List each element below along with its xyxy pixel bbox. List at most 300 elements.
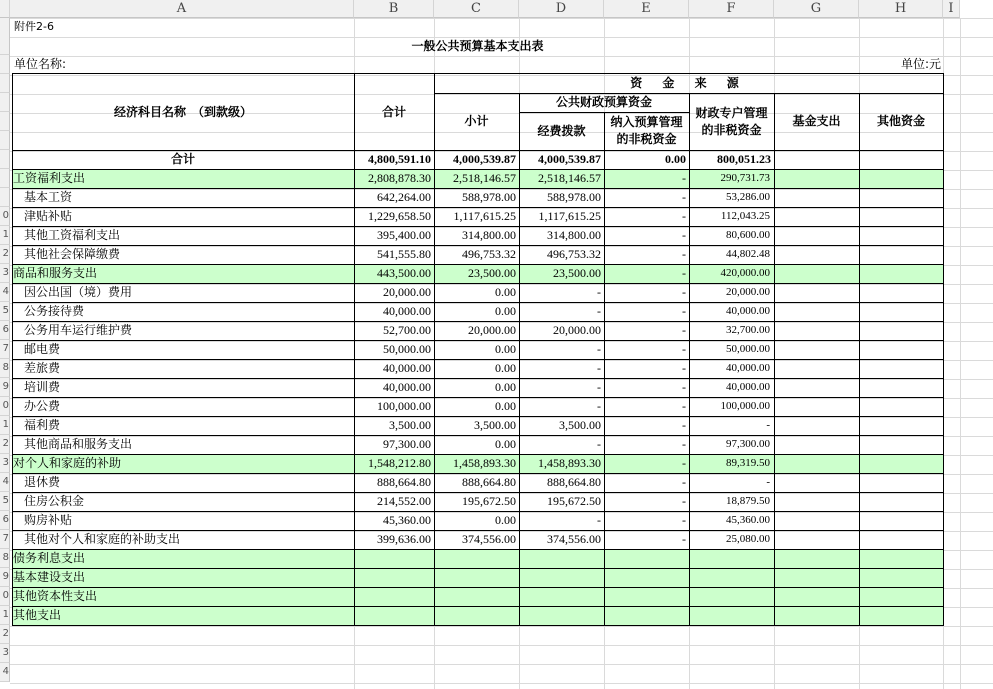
row-header[interactable] <box>0 74 10 93</box>
category-row-name[interactable]: 基本建设支出 <box>13 570 86 584</box>
cell-fund-expenditure[interactable] <box>774 397 859 416</box>
cell-appropriation[interactable]: - <box>597 399 601 413</box>
cell-subtotal[interactable]: 314,800.00 <box>462 228 516 242</box>
table-border <box>12 226 944 227</box>
table-border <box>434 73 435 626</box>
cell-subtotal[interactable]: 0.00 <box>495 437 516 451</box>
cell-subtotal[interactable] <box>434 568 519 587</box>
gridline-horizontal <box>10 683 993 684</box>
cell-subtotal[interactable] <box>434 587 519 606</box>
category-row-name[interactable]: 对个人和家庭的补助 <box>13 456 122 470</box>
cell-total[interactable]: 399,636.00 <box>377 532 431 546</box>
table-border <box>12 169 944 170</box>
cell-special-nontax[interactable]: 89,319.50 <box>726 457 770 469</box>
item-row-name[interactable]: 其他工资福利支出 <box>24 228 121 242</box>
category-row-name[interactable]: 其他资本性支出 <box>13 589 98 603</box>
cell-budget-nontax[interactable]: - <box>682 323 686 337</box>
cell-special-nontax[interactable]: - <box>766 476 770 488</box>
row-header[interactable] <box>0 188 10 207</box>
cell-subtotal[interactable] <box>434 549 519 568</box>
cell-budget-nontax[interactable]: - <box>682 399 686 413</box>
total-row-total[interactable]: 4,800,591.10 <box>368 152 431 166</box>
column-header-b[interactable]: B <box>354 0 434 18</box>
row-header[interactable]: 0 <box>0 587 10 606</box>
category-row-name[interactable]: 债务利息支出 <box>13 551 86 565</box>
header-appropriation[interactable]: 经费拨款 <box>537 124 586 138</box>
row-header[interactable]: 6 <box>0 511 10 530</box>
cell-total[interactable]: 3,500.00 <box>389 418 431 432</box>
unit-label[interactable]: 单位:元 <box>900 57 941 71</box>
cell-other-funds[interactable] <box>859 169 943 188</box>
row-header[interactable]: 1 <box>0 416 10 435</box>
cell-subtotal[interactable]: 0.00 <box>495 513 516 527</box>
cell-subtotal[interactable]: 1,117,615.25 <box>453 209 516 223</box>
item-row-name[interactable]: 公务接待费 <box>24 304 85 318</box>
category-row-name[interactable]: 商品和服务支出 <box>13 266 98 280</box>
cell-budget-nontax[interactable]: - <box>682 266 686 280</box>
row-header[interactable]: 6 <box>0 321 10 340</box>
cell-other-funds[interactable] <box>859 416 943 435</box>
cell-special-nontax[interactable]: 100,000.00 <box>720 400 770 412</box>
table-border <box>943 73 944 626</box>
category-row-name[interactable]: 其他支出 <box>13 608 62 622</box>
table-border <box>12 511 944 512</box>
cell-appropriation[interactable] <box>519 568 604 587</box>
header-econ-name[interactable]: 经济科目名称 （到款级） <box>113 105 252 119</box>
cell-budget-nontax[interactable] <box>604 568 689 587</box>
row-header[interactable]: 0 <box>0 397 10 416</box>
header-other-funds[interactable]: 其他资金 <box>876 114 925 128</box>
item-row-name[interactable]: 购房补贴 <box>24 513 73 527</box>
cell-other-funds[interactable] <box>859 606 943 625</box>
cell-fund-expenditure[interactable] <box>774 378 859 397</box>
table-border <box>12 587 944 588</box>
cell-other-funds[interactable] <box>859 302 943 321</box>
cell-fund-expenditure[interactable] <box>774 283 859 302</box>
table-border <box>12 416 944 417</box>
table-title[interactable]: 一般公共预算基本支出表 <box>411 39 544 53</box>
cell-total[interactable]: 214,552.00 <box>377 494 431 508</box>
row-header[interactable]: 4 <box>0 283 10 302</box>
item-row-name[interactable]: 培训费 <box>24 380 61 394</box>
cell-appropriation[interactable]: 2,518,146.57 <box>538 171 601 185</box>
table-border <box>12 207 944 208</box>
table-border <box>12 245 944 246</box>
cell-special-nontax[interactable]: - <box>766 419 770 431</box>
total-row-subtotal[interactable]: 4,000,539.87 <box>453 152 516 166</box>
cell-appropriation[interactable]: 23,500.00 <box>553 266 601 280</box>
table-border <box>12 302 944 303</box>
cell-total[interactable]: 40,000.00 <box>383 380 431 394</box>
item-row-name[interactable]: 津贴补贴 <box>24 209 73 223</box>
cell-other-funds[interactable] <box>859 454 943 473</box>
cell-special-nontax[interactable]: 32,700.00 <box>726 324 770 336</box>
cell-subtotal[interactable]: 0.00 <box>495 285 516 299</box>
cell-other-funds[interactable] <box>859 530 943 549</box>
cell-fund-expenditure[interactable] <box>774 264 859 283</box>
attachment-label[interactable]: 附件2-6 <box>14 20 54 33</box>
row-header[interactable] <box>0 55 10 74</box>
cell-subtotal[interactable]: 0.00 <box>495 380 516 394</box>
header-fund-expenditure[interactable]: 基金支出 <box>792 114 841 128</box>
row-header[interactable]: 2 <box>0 625 10 644</box>
header-budget-nontax-line2: 的非税资金 <box>616 132 677 146</box>
column-header-f[interactable]: F <box>689 0 774 18</box>
cell-total[interactable]: 20,000.00 <box>383 285 431 299</box>
cell-fund-expenditure[interactable] <box>774 340 859 359</box>
cell-fund-expenditure[interactable] <box>774 587 859 606</box>
table-border <box>12 359 944 360</box>
cell-special-nontax[interactable]: 40,000.00 <box>726 362 770 374</box>
header-fund-source[interactable]: 资 金 来 源 <box>630 76 747 90</box>
cell-fund-expenditure[interactable] <box>774 245 859 264</box>
cell-total[interactable]: 97,300.00 <box>383 437 431 451</box>
cell-subtotal[interactable]: 0.00 <box>495 399 516 413</box>
table-border <box>12 264 944 265</box>
cell-total[interactable]: 45,360.00 <box>383 513 431 527</box>
cell-subtotal[interactable]: 20,000.00 <box>468 323 516 337</box>
cell-other-funds[interactable] <box>859 435 943 454</box>
cell-special-nontax[interactable]: 40,000.00 <box>726 305 770 317</box>
column-header-h[interactable]: H <box>859 0 943 18</box>
cell-budget-nontax[interactable]: - <box>682 247 686 261</box>
gridline-horizontal <box>10 626 993 627</box>
cell-other-funds[interactable] <box>859 397 943 416</box>
cell-budget-nontax[interactable]: - <box>682 380 686 394</box>
cell-subtotal[interactable]: 2,518,146.57 <box>453 171 516 185</box>
row-header[interactable]: 5 <box>0 302 10 321</box>
cell-other-funds[interactable] <box>859 321 943 340</box>
cell-budget-nontax[interactable]: - <box>682 342 686 356</box>
row-header[interactable]: 3 <box>0 264 10 283</box>
header-public-budget-funds[interactable]: 公共财政预算资金 <box>555 95 652 109</box>
cell-appropriation[interactable]: - <box>597 342 601 356</box>
row-header[interactable] <box>0 93 10 112</box>
cell-fund-expenditure[interactable] <box>774 473 859 492</box>
cell-subtotal[interactable]: 23,500.00 <box>468 266 516 280</box>
cell-budget-nontax[interactable]: - <box>682 532 686 546</box>
cell-budget-nontax[interactable]: - <box>682 304 686 318</box>
cell-fund-expenditure[interactable] <box>774 321 859 340</box>
header-special-nontax[interactable] <box>689 105 774 141</box>
cell-special-nontax[interactable] <box>689 568 774 587</box>
cell-other-funds[interactable] <box>859 568 943 587</box>
table-border <box>604 112 605 626</box>
item-row-name[interactable]: 办公费 <box>24 399 61 413</box>
cell-special-nontax[interactable]: 97,300.00 <box>726 438 770 450</box>
total-row-name[interactable]: 合计 <box>170 152 195 166</box>
gridline-horizontal <box>10 664 993 665</box>
cell-special-nontax[interactable] <box>689 549 774 568</box>
cell-total[interactable] <box>354 606 434 625</box>
cell-fund-expenditure[interactable] <box>774 511 859 530</box>
table-border <box>12 435 944 436</box>
total-row-special-nontax[interactable]: 800,051.23 <box>717 152 771 166</box>
cell-other-funds[interactable] <box>859 283 943 302</box>
table-border <box>12 188 944 189</box>
column-header-c[interactable]: C <box>434 0 519 18</box>
table-border <box>12 454 944 455</box>
cell-fund-expenditure[interactable] <box>774 359 859 378</box>
header-budget-nontax-line1: 纳入预算管理 <box>610 115 683 129</box>
cell-appropriation[interactable] <box>519 606 604 625</box>
header-special-nontax-line2: 的非税资金 <box>701 123 762 137</box>
cell-total[interactable]: 541,555.80 <box>377 247 431 261</box>
row-header[interactable] <box>0 18 10 37</box>
item-row-name[interactable]: 其他商品和服务支出 <box>24 437 133 451</box>
table-border <box>12 625 944 626</box>
row-header[interactable] <box>0 169 10 188</box>
table-border <box>12 530 944 531</box>
cell-budget-nontax[interactable]: - <box>682 361 686 375</box>
cell-subtotal[interactable]: 374,556.00 <box>462 532 516 546</box>
cell-other-funds[interactable] <box>859 245 943 264</box>
cell-other-funds[interactable] <box>859 549 943 568</box>
item-row-name[interactable]: 福利费 <box>24 418 61 432</box>
cell-total[interactable]: 1,229,658.50 <box>368 209 431 223</box>
column-header-g[interactable]: G <box>774 0 859 18</box>
table-border <box>12 378 944 379</box>
header-special-nontax-line1: 财政专户管理 <box>695 106 768 120</box>
cell-special-nontax[interactable]: 25,080.00 <box>726 533 770 545</box>
row-header[interactable]: 7 <box>0 340 10 359</box>
cell-other-funds[interactable] <box>859 207 943 226</box>
table-border <box>12 473 944 474</box>
cell-appropriation[interactable]: 374,556.00 <box>547 532 601 546</box>
cell-fund-expenditure[interactable] <box>774 549 859 568</box>
table-border <box>12 397 944 398</box>
row-header[interactable]: 3 <box>0 454 10 473</box>
column-header-d[interactable]: D <box>519 0 604 18</box>
row-header[interactable] <box>0 112 10 131</box>
cell-budget-nontax[interactable] <box>604 606 689 625</box>
total-row-budget-nontax[interactable]: 0.00 <box>665 152 686 166</box>
gridline-horizontal <box>10 645 993 646</box>
cell-budget-nontax[interactable] <box>604 549 689 568</box>
cell-subtotal[interactable]: 0.00 <box>495 304 516 318</box>
item-row-name[interactable]: 差旅费 <box>24 361 61 375</box>
row-header[interactable]: 9 <box>0 378 10 397</box>
cell-special-nontax[interactable]: 112,043.25 <box>720 210 770 222</box>
table-border <box>12 321 944 322</box>
column-header-a[interactable]: A <box>10 0 354 18</box>
cell-budget-nontax[interactable]: - <box>682 285 686 299</box>
cell-fund-expenditure[interactable] <box>774 207 859 226</box>
cell-other-funds[interactable] <box>859 226 943 245</box>
cell-appropriation[interactable]: - <box>597 513 601 527</box>
cell-budget-nontax[interactable] <box>604 587 689 606</box>
table-border <box>519 93 520 626</box>
cell-subtotal[interactable]: 0.00 <box>495 342 516 356</box>
cell-special-nontax[interactable]: 45,360.00 <box>726 514 770 526</box>
cell-other-funds[interactable] <box>859 473 943 492</box>
cell-special-nontax[interactable] <box>689 606 774 625</box>
cell-total[interactable]: 100,000.00 <box>377 399 431 413</box>
cell-fund-expenditure[interactable] <box>774 530 859 549</box>
table-border <box>12 283 944 284</box>
cell-appropriation[interactable]: 1,458,893.30 <box>538 456 601 470</box>
cell-other-funds[interactable] <box>859 511 943 530</box>
cell-appropriation[interactable]: 496,753.32 <box>547 247 601 261</box>
cell-appropriation[interactable]: - <box>597 380 601 394</box>
cell-special-nontax[interactable]: 53,286.00 <box>726 191 770 203</box>
cell-budget-nontax[interactable]: - <box>682 475 686 489</box>
row-header[interactable]: 1 <box>0 226 10 245</box>
cell-appropriation[interactable]: - <box>597 285 601 299</box>
unit-name-label[interactable]: 单位名称: <box>14 57 67 71</box>
cell-subtotal[interactable]: 888,664.80 <box>462 475 516 489</box>
category-row-name[interactable]: 工资福利支出 <box>13 171 86 185</box>
cell-fund-expenditure[interactable] <box>774 606 859 625</box>
item-row-name[interactable]: 住房公积金 <box>24 494 85 508</box>
cell-fund-expenditure[interactable] <box>774 226 859 245</box>
cell-budget-nontax[interactable]: - <box>682 418 686 432</box>
row-header[interactable]: 4 <box>0 473 10 492</box>
gridline-horizontal <box>10 18 993 19</box>
cell-other-funds[interactable] <box>859 378 943 397</box>
cell-fund-expenditure[interactable] <box>774 568 859 587</box>
cell-other-funds[interactable] <box>859 188 943 207</box>
cell-subtotal[interactable] <box>434 606 519 625</box>
cell-subtotal[interactable]: 195,672.50 <box>462 494 516 508</box>
header-subtotal[interactable]: 小计 <box>464 114 489 128</box>
cell-appropriation[interactable]: - <box>597 304 601 318</box>
cell-budget-nontax[interactable]: - <box>682 494 686 508</box>
cell-appropriation[interactable]: 588,978.00 <box>547 190 601 204</box>
cell-budget-nontax[interactable]: - <box>682 456 686 470</box>
item-row-name[interactable]: 基本工资 <box>24 190 73 204</box>
cell-fund-expenditure[interactable] <box>774 416 859 435</box>
cell-budget-nontax[interactable]: - <box>682 513 686 527</box>
item-row-name[interactable]: 因公出国（境）费用 <box>24 285 133 299</box>
cell-appropriation[interactable]: 195,672.50 <box>547 494 601 508</box>
column-header-e[interactable]: E <box>604 0 689 18</box>
row-header[interactable] <box>0 150 10 169</box>
item-row-name[interactable]: 公务用车运行维护费 <box>24 323 133 337</box>
table-border <box>12 492 944 493</box>
row-header[interactable]: 0 <box>0 207 10 226</box>
table-border <box>354 73 355 626</box>
cell-subtotal[interactable]: 1,458,893.30 <box>453 456 516 470</box>
table-border <box>689 93 690 626</box>
table-border <box>12 73 944 74</box>
row-header[interactable]: 1 <box>0 606 10 625</box>
cell-total[interactable] <box>354 549 434 568</box>
row-header[interactable]: 2 <box>0 435 10 454</box>
cell-subtotal[interactable]: 0.00 <box>495 361 516 375</box>
cell-total[interactable]: 642,264.00 <box>377 190 431 204</box>
row-header[interactable]: 8 <box>0 549 10 568</box>
cell-appropriation[interactable]: - <box>597 361 601 375</box>
cell-total[interactable]: 395,400.00 <box>377 228 431 242</box>
cell-special-nontax[interactable]: 40,000.00 <box>726 381 770 393</box>
cell-fund-expenditure[interactable] <box>774 169 859 188</box>
table-border <box>859 93 860 626</box>
cell-special-nontax[interactable]: 44,802.48 <box>726 248 770 260</box>
cell-appropriation[interactable]: - <box>597 437 601 451</box>
cell-total[interactable]: 2,808,878.30 <box>368 171 431 185</box>
row-header[interactable]: 5 <box>0 492 10 511</box>
cell-special-nontax[interactable]: 20,000.00 <box>726 286 770 298</box>
cell-special-nontax[interactable]: 50,000.00 <box>726 343 770 355</box>
item-row-name[interactable]: 其他对个人和家庭的补助支出 <box>24 532 181 546</box>
cell-fund-expenditure[interactable] <box>774 454 859 473</box>
cell-other-funds[interactable] <box>859 359 943 378</box>
cell-special-nontax[interactable]: 80,600.00 <box>726 229 770 241</box>
cell-total[interactable] <box>354 568 434 587</box>
item-row-name[interactable]: 退休费 <box>24 475 61 489</box>
cell-budget-nontax[interactable]: - <box>682 209 686 223</box>
cell-appropriation[interactable]: 888,664.80 <box>547 475 601 489</box>
row-header[interactable] <box>0 36 10 55</box>
cell-subtotal[interactable]: 588,978.00 <box>462 190 516 204</box>
cell-budget-nontax[interactable]: - <box>682 228 686 242</box>
cell-total[interactable]: 1,548,212.80 <box>368 456 431 470</box>
header-total[interactable]: 合计 <box>381 105 406 119</box>
row-header[interactable]: 2 <box>0 245 10 264</box>
table-border <box>12 606 944 607</box>
cell-special-nontax[interactable]: 18,879.50 <box>726 495 770 507</box>
cell-fund-expenditure[interactable] <box>774 302 859 321</box>
item-row-name[interactable]: 邮电费 <box>24 342 61 356</box>
total-row-appropriation[interactable]: 4,000,539.87 <box>538 152 601 166</box>
cell-special-nontax[interactable]: 290,731.73 <box>720 172 770 184</box>
table-border <box>12 150 944 151</box>
cell-total[interactable]: 40,000.00 <box>383 361 431 375</box>
item-row-name[interactable]: 其他社会保障缴费 <box>24 247 121 261</box>
row-header[interactable]: 3 <box>0 644 10 663</box>
table-border <box>12 73 13 626</box>
cell-appropriation[interactable]: 1,117,615.25 <box>538 209 601 223</box>
row-header[interactable]: 9 <box>0 568 10 587</box>
row-header[interactable]: 7 <box>0 530 10 549</box>
cell-total[interactable]: 50,000.00 <box>383 342 431 356</box>
cell-total[interactable]: 888,664.80 <box>377 475 431 489</box>
cell-budget-nontax[interactable]: - <box>682 171 686 185</box>
cell-special-nontax[interactable] <box>689 587 774 606</box>
cell-appropriation[interactable] <box>519 587 604 606</box>
cell-subtotal[interactable]: 3,500.00 <box>474 418 516 432</box>
cell-total[interactable] <box>354 587 434 606</box>
cell-other-funds[interactable] <box>859 340 943 359</box>
cell-special-nontax[interactable]: 420,000.00 <box>720 267 770 279</box>
cell-total[interactable]: 443,500.00 <box>377 266 431 280</box>
select-all-corner[interactable] <box>0 0 10 18</box>
cell-other-funds[interactable] <box>859 264 943 283</box>
cell-appropriation[interactable]: 20,000.00 <box>553 323 601 337</box>
cell-budget-nontax[interactable]: - <box>682 437 686 451</box>
row-header[interactable]: 8 <box>0 359 10 378</box>
row-header[interactable] <box>0 131 10 150</box>
cell-budget-nontax[interactable]: - <box>682 190 686 204</box>
cell-total[interactable]: 40,000.00 <box>383 304 431 318</box>
cell-appropriation[interactable]: 3,500.00 <box>559 418 601 432</box>
row-header[interactable]: 4 <box>0 663 10 682</box>
cell-fund-expenditure[interactable] <box>774 435 859 454</box>
cell-fund-expenditure[interactable] <box>774 492 859 511</box>
cell-appropriation[interactable]: 314,800.00 <box>547 228 601 242</box>
cell-other-funds[interactable] <box>859 492 943 511</box>
table-border <box>12 568 944 569</box>
cell-fund-expenditure[interactable] <box>774 188 859 207</box>
cell-other-funds[interactable] <box>859 587 943 606</box>
cell-appropriation[interactable] <box>519 549 604 568</box>
table-border <box>12 549 944 550</box>
cell-total[interactable]: 52,700.00 <box>383 323 431 337</box>
cell-subtotal[interactable]: 496,753.32 <box>462 247 516 261</box>
header-budget-nontax[interactable] <box>604 114 689 150</box>
column-header-i[interactable]: I <box>943 0 960 18</box>
